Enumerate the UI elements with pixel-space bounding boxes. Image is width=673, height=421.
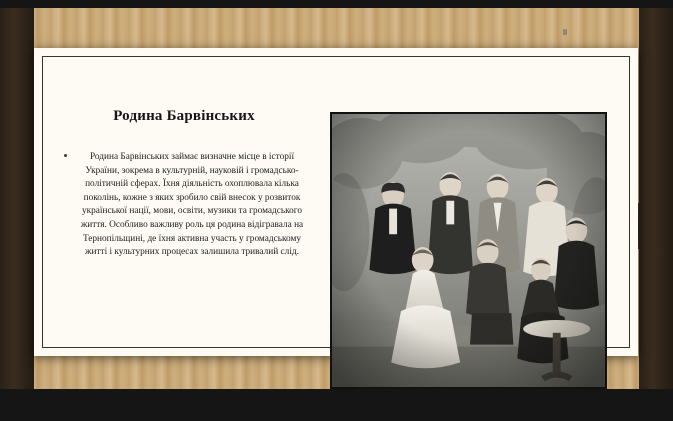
slide-canvas[interactable] xyxy=(34,48,638,356)
right-drape xyxy=(639,8,673,389)
mouse-cursor xyxy=(563,29,567,35)
slide-text-column xyxy=(64,108,304,260)
top-letterbox xyxy=(0,0,673,8)
family-photograph-image xyxy=(332,114,605,387)
bullet-item xyxy=(64,151,304,260)
bullet-dot-icon xyxy=(64,154,67,157)
left-drape xyxy=(0,8,34,389)
family-photograph xyxy=(330,112,607,389)
page-title: Родина Барвінських xyxy=(113,108,255,124)
bottom-letterbox xyxy=(0,389,673,421)
slide-body-text: Родина Барвінських займає визначне місце в історії України, зокрема в культурній, науковій і громадсько-політичній сферах. Їхня діяльність охоплювала кілька поколінь, кожне з яких зробило свій внесок у розвиток української нації, мови, освіти, музики та громадського життя. Особливо важливу роль ця родина відігравала на Тернопільщині, де їхня активна участь у громадському житті і культурних процесах залишила тривалий слід. xyxy=(80,152,304,258)
